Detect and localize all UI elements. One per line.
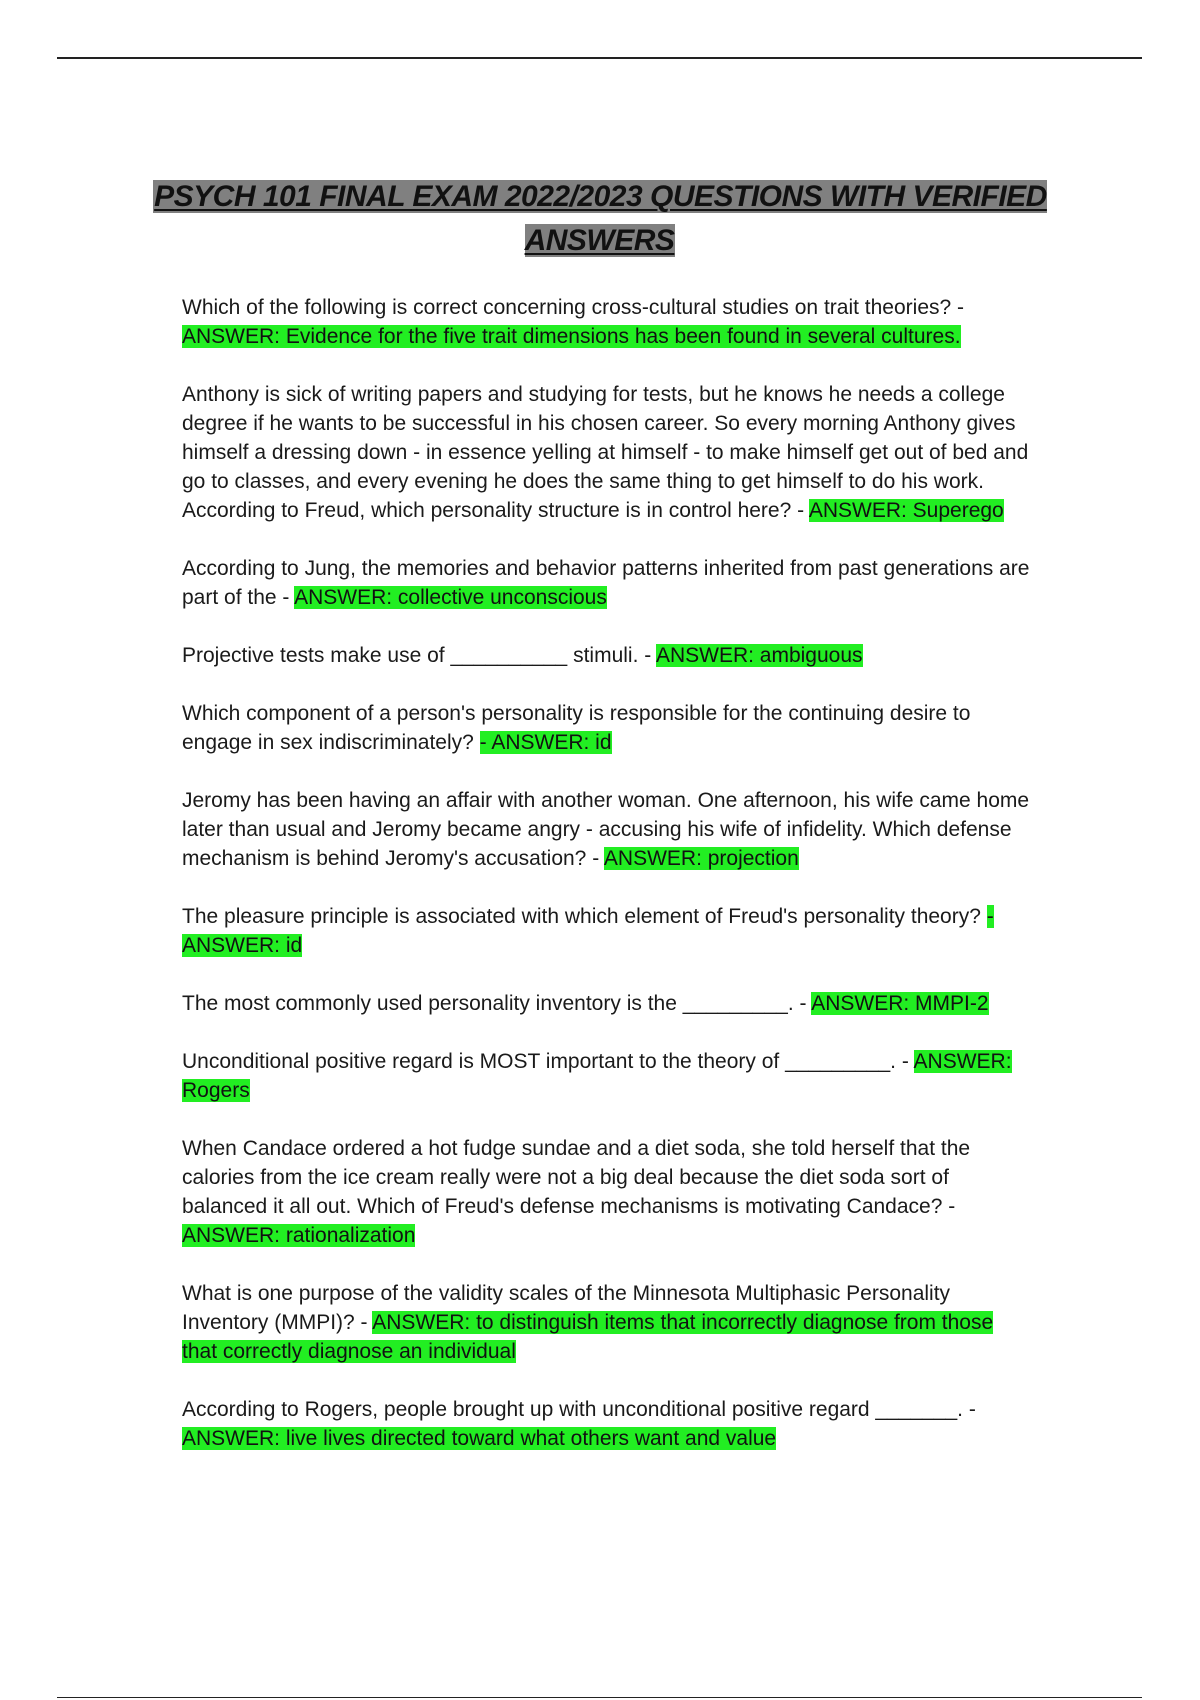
document-title-text: PSYCH 101 FINAL EXAM 2022/2023 QUESTIONS WITH VERIFIED ANSWERS bbox=[154, 180, 1047, 257]
answer-text: ANSWER: live lives directed toward what others want and value bbox=[182, 1427, 777, 1450]
answer-text: ANSWER: Evidence for the five trait dimensions has been found in several cultures. bbox=[182, 325, 961, 348]
qa-item-11 bbox=[182, 1279, 1032, 1366]
answer-text: ANSWER: to distinguish items that incorrectly diagnose from those that correctly diagnose an individual bbox=[182, 1311, 994, 1363]
question-text: Jeromy has been having an affair with another woman. One afternoon, his wife came home later than usual and Jeromy became angry - accusing his wife of infidelity. Which defense mechanism is behind Jeromy's accusation? - bbox=[182, 789, 1030, 870]
answer-text: - ANSWER: id bbox=[182, 905, 994, 957]
question-text: Unconditional positive regard is MOST important to the theory of _________. - bbox=[182, 1050, 909, 1073]
qa-item-2 bbox=[182, 380, 1032, 525]
qa-item-1 bbox=[182, 293, 1032, 351]
answer-text: - ANSWER: id bbox=[479, 731, 612, 754]
qa-item-10 bbox=[182, 1134, 1032, 1250]
qa-item-9 bbox=[182, 1047, 1032, 1105]
answer-text: ANSWER: Superego bbox=[808, 499, 1004, 522]
answer-text: ANSWER: MMPI-2 bbox=[811, 992, 989, 1015]
answer-text: ANSWER: ambiguous bbox=[655, 644, 863, 667]
question-text: The pleasure principle is associated with which element of Freud's personality theory? bbox=[182, 905, 981, 928]
qa-item-5 bbox=[182, 699, 1032, 757]
question-text: What is one purpose of the validity scales of the Minnesota Multiphasic Personality Inventory (MMPI)? - bbox=[182, 1282, 951, 1334]
qa-item-3 bbox=[182, 554, 1032, 612]
question-text: According to Jung, the memories and behavior patterns inherited from past generations are part of the - bbox=[182, 557, 1030, 609]
footer-rule bbox=[57, 1697, 1142, 1698]
qa-item-7 bbox=[182, 902, 1032, 960]
question-text: Which component of a person's personality is responsible for the continuing desire to engage in sex indiscriminately? bbox=[182, 702, 971, 754]
question-text: The most commonly used personality inventory is the _________. - bbox=[182, 992, 807, 1015]
answer-text: ANSWER: rationalization bbox=[182, 1224, 416, 1247]
qa-item-6 bbox=[182, 786, 1032, 873]
question-text: Projective tests make use of __________ stimuli. - bbox=[182, 644, 652, 667]
question-text: Anthony is sick of writing papers and studying for tests, but he knows he needs a college degree if he wants to be successful in his chosen career. So every morning Anthony gives himself a dressing down - in essence yelling at himself - to make himself get out of bed and go to classes, and every evening he does the same thing to get himself to do his work. According to Freud, which personality structure is in control here? - bbox=[182, 383, 1029, 522]
qa-list bbox=[182, 293, 1032, 1482]
question-text: When Candace ordered a hot fudge sundae and a diet soda, she told herself that the calories from the ice cream really were not a big deal because the diet soda sort of balanced it all out. Which of Freud's defense mechanisms is motivating Candace? - bbox=[182, 1137, 971, 1218]
answer-text: ANSWER: projection bbox=[603, 847, 799, 870]
answer-text: ANSWER: Rogers bbox=[182, 1050, 1012, 1102]
qa-item-4 bbox=[182, 641, 1032, 670]
document-title bbox=[150, 175, 1050, 263]
answer-text: ANSWER: collective unconscious bbox=[294, 586, 607, 609]
header-rule bbox=[57, 57, 1142, 59]
question-text: Which of the following is correct concerning cross-cultural studies on trait theories? - bbox=[182, 296, 965, 319]
qa-item-8 bbox=[182, 989, 1032, 1018]
question-text: According to Rogers, people brought up with unconditional positive regard _______. - bbox=[182, 1398, 976, 1421]
qa-item-12 bbox=[182, 1395, 1032, 1453]
